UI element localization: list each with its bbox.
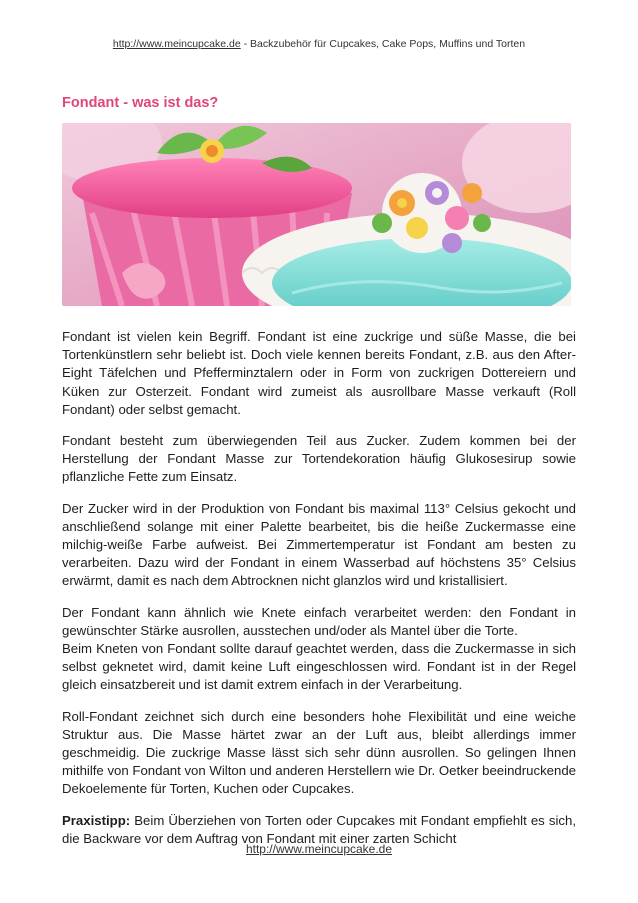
paragraph-processing: Der Fondant kann ähnlich wie Knete einfach verarbeitet werden: den Fondant in gewünschter Stärke ausrollen, ausstechen und/oder als Mantel über die Torte. [62, 604, 576, 638]
page-footer [0, 842, 638, 856]
page-header [0, 38, 638, 50]
page-title: Fondant - was ist das? [62, 95, 219, 111]
paragraph-roll-fondant: Roll-Fondant zeichnet sich durch eine besonders hohe Flexibilität und eine weiche Struktur aus. Die Masse härtet zwar an der Luft aus, bleibt allerdings immer geschmeidig. Die zuckrige Masse lässt sich sehr dünn ausrollen. So gelingen Ihnen mithilfe von Fondant von Wilton und anderen Herstellern wie Dr. Oetker beeindruckende Dekoelemente für Torten, Kuchen oder Cupcakes. [62, 708, 576, 797]
hero-cupcake-image [62, 123, 571, 306]
paragraph-ingredients: Fondant besteht zum überwiegenden Teil aus Zucker. Zudem kommen bei der Herstellung der Fondant Masse zur Tortendekoration häufig Glukosesirup sowie pflanzliche Fette zum Einsatz. [62, 433, 576, 485]
paragraph-production: Der Zucker wird in der Produktion von Fondant bis maximal 113° Celsius gekocht und anschließend solange mit einer Palette bearbeitet, bis die heiße Zuckermasse eine milchig-weiße Farbe aufweist. Bei Zimmertemperatur ist Fondant am besten zu verarbeiten. Dazu wird der Fondant in einem Wasserbad auf höchstens 35° Celsius erwärmt, damit es nach dem Abtrocknen nicht glanzlos wird und kristallisiert. [62, 500, 576, 589]
tip-label: Praxistipp: [62, 812, 131, 828]
cupcake-illustration [62, 123, 571, 306]
tip-text: Beim Überziehen von Torten oder Cupcakes mit Fondant empfiehlt es sich, die Backware vor dem Auftrag von Fondant mit einer zarten Schicht [62, 812, 576, 846]
article-body [62, 328, 576, 848]
footer-site-link[interactable]: http://www.meincupcake.de [245, 842, 393, 856]
header-site-link[interactable]: http://www.meincupcake.de [112, 38, 241, 50]
paragraph-kneading: Beim Kneten von Fondant sollte darauf geachtet werden, dass die Zuckermasse in sich selbst geknetet wird, damit keine Luft eingeschlossen wird. Fondant ist in der Regel gleich einsatzbereit und ist damit extrem einfach in der Verarbeitung. [62, 641, 576, 693]
header-tagline: - Backzubehör für Cupcakes, Cake Pops, Muffins und Torten [240, 38, 526, 50]
paragraph-intro: Fondant ist vielen kein Begriff. Fondant ist eine zuckrige und süße Masse, die bei Tortenkünstlern sehr beliebt ist. Doch viele kennen bereits Fondant, z.B. aus den After-Eight Täfelchen und Pfefferminztalern oder in Form von zuckrigen Dottereiern und Küken zur Osterzeit. Fondant wird zumeist als ausrollbare Masse verkauft (Roll Fondant) oder selbst gemacht. [62, 329, 576, 417]
